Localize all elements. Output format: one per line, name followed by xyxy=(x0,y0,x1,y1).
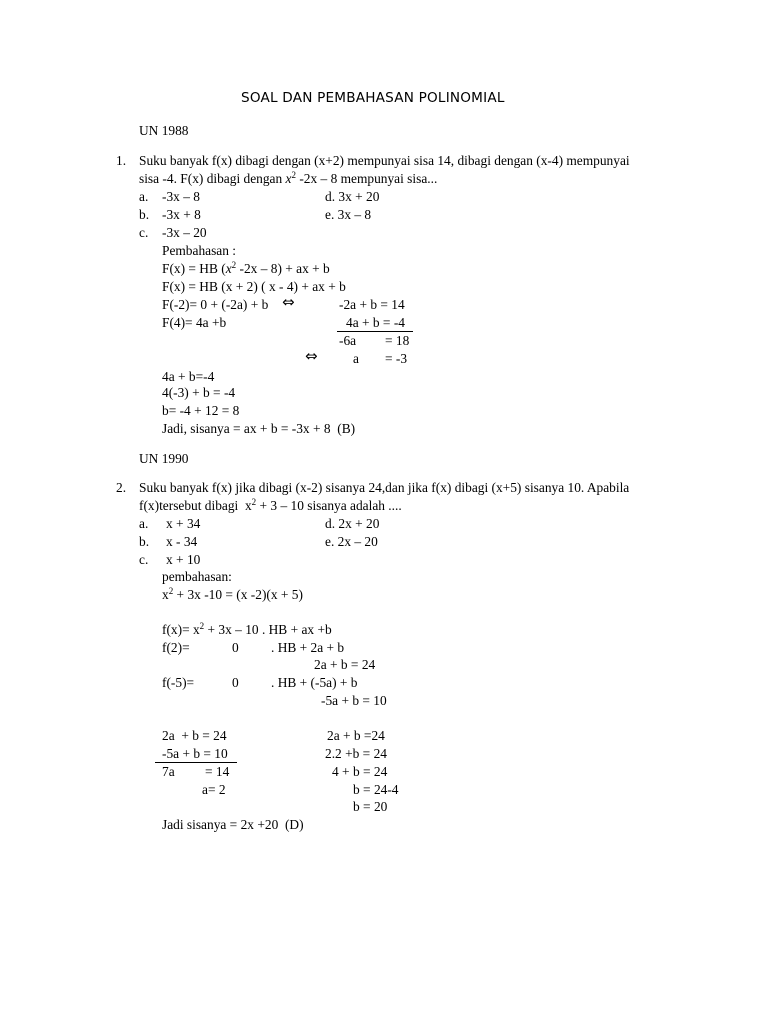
q1-text-part: -2x – 8 mempunyai sisa... xyxy=(295,171,438,186)
elimination-line: 2a + b = 24 xyxy=(162,728,227,743)
equation-line: -6a xyxy=(339,333,357,348)
substitution-line: 2a + b =24 xyxy=(327,728,385,743)
solution-var-x: x xyxy=(225,261,232,276)
solution-line: F(4)= 4a +b xyxy=(162,315,227,330)
option-d: d. 2x + 20 xyxy=(325,516,380,531)
substitution-line: 2.2 +b = 24 xyxy=(325,746,387,761)
equation-line: 2a + b = 24 xyxy=(314,657,376,672)
solution-exponent: 2 xyxy=(199,621,205,631)
equation-line: = -3 xyxy=(385,351,408,366)
solution-line: 4a + b=-4 xyxy=(162,369,215,384)
equivalence-arrow: ⇔ xyxy=(305,347,318,365)
q1-exponent: 2 xyxy=(291,170,296,180)
solution-line xyxy=(162,587,303,602)
question-1-line-2 xyxy=(139,171,437,186)
q2-text-part: f(x)tersebut dibagi x xyxy=(139,498,252,513)
question-number-2: 2. xyxy=(116,480,127,495)
solution-text: x xyxy=(162,587,169,602)
question-number-1: 1. xyxy=(116,153,127,168)
substitution-line: 4 + b = 24 xyxy=(332,764,388,779)
option-letter: c. xyxy=(139,552,149,567)
solution-line: f(2)= xyxy=(162,640,190,655)
equation-line: = 18 xyxy=(385,333,410,348)
option-b: x - 34 xyxy=(166,534,198,549)
year-heading-2: UN 1990 xyxy=(139,451,189,466)
solution-exponent: 2 xyxy=(231,260,237,270)
option-letter: b. xyxy=(139,534,150,549)
option-letter: b. xyxy=(139,207,150,222)
question-1-line-1: Suku banyak f(x) dibagi dengan (x+2) mempunyai sisa 14, dibagi dengan (x-4) mempunyai xyxy=(139,153,630,168)
elimination-line: a= 2 xyxy=(202,782,226,797)
solution-text: f(x)= x xyxy=(162,622,200,637)
solution-line: F(x) = HB (x + 2) ( x - 4) + ax + b xyxy=(162,279,346,294)
question-2-line-1: Suku banyak f(x) jika dibagi (x-2) sisanya 24,dan jika f(x) dibagi (x+5) sisanya 10. Apabila xyxy=(139,480,630,495)
year-heading-1: UN 1988 xyxy=(139,123,189,138)
equivalence-arrow: ⇔ xyxy=(282,293,295,311)
elimination-line: 7a xyxy=(162,764,175,779)
option-d: d. 3x + 20 xyxy=(325,189,380,204)
subtraction-rule xyxy=(337,331,413,332)
solution-heading-2: pembahasan: xyxy=(162,569,232,584)
solution-line: b= -4 + 12 = 8 xyxy=(162,403,240,418)
conclusion-2: Jadi sisanya = 2x +20 (D) xyxy=(162,817,304,832)
option-e: e. 3x – 8 xyxy=(325,207,372,222)
equation-line: -2a + b = 14 xyxy=(339,297,405,312)
option-c: x + 10 xyxy=(166,552,201,567)
elimination-line: -5a + b = 10 xyxy=(162,746,228,761)
page-title: SOAL DAN PEMBAHASAN POLINOMIAL xyxy=(241,90,505,106)
solution-line xyxy=(162,622,332,637)
question-2-line-2 xyxy=(139,498,402,513)
solution-line: 4(-3) + b = -4 xyxy=(162,385,236,400)
solution-text: -2x – 8) + ax + b xyxy=(236,261,330,276)
substitution-line: b = 20 xyxy=(353,799,388,814)
option-letter: a. xyxy=(139,516,149,531)
substitution-line: b = 24-4 xyxy=(353,782,399,797)
equation-line: 4a + b = -4 xyxy=(346,315,405,330)
conclusion-1: Jadi, sisanya = ax + b = -3x + 8 (B) xyxy=(162,421,356,436)
solution-line: 0 xyxy=(232,640,239,655)
option-e: e. 2x – 20 xyxy=(325,534,378,549)
solution-text: F(x) = HB ( xyxy=(162,261,226,276)
solution-line: f(-5)= xyxy=(162,675,195,690)
option-c: -3x – 20 xyxy=(162,225,207,240)
equation-line: -5a + b = 10 xyxy=(321,693,387,708)
solution-line: . HB + (-5a) + b xyxy=(271,675,358,690)
option-letter: a. xyxy=(139,189,149,204)
solution-text: + 3x – 10 . HB + ax +b xyxy=(204,622,332,637)
solution-line xyxy=(162,261,330,276)
solution-text: + 3x -10 = (x -2)(x + 5) xyxy=(173,587,303,602)
q1-text-part: sisa -4. F(x) dibagi dengan xyxy=(139,171,286,186)
solution-exponent: 2 xyxy=(168,586,174,596)
solution-heading-1: Pembahasan : xyxy=(162,243,237,258)
subtraction-rule xyxy=(155,762,237,763)
q2-exponent: 2 xyxy=(251,497,257,507)
option-a: x + 34 xyxy=(166,516,201,531)
elimination-line: = 14 xyxy=(205,764,230,779)
solution-line: F(-2)= 0 + (-2a) + b xyxy=(162,297,269,312)
option-a: -3x – 8 xyxy=(162,189,200,204)
option-letter: c. xyxy=(139,225,149,240)
q2-text-part: + 3 – 10 sisanya adalah .... xyxy=(256,498,402,513)
solution-line: . HB + 2a + b xyxy=(271,640,345,655)
equation-line: a xyxy=(353,351,359,366)
q1-var-x: x xyxy=(285,171,292,186)
option-b: -3x + 8 xyxy=(162,207,201,222)
solution-line: 0 xyxy=(232,675,239,690)
